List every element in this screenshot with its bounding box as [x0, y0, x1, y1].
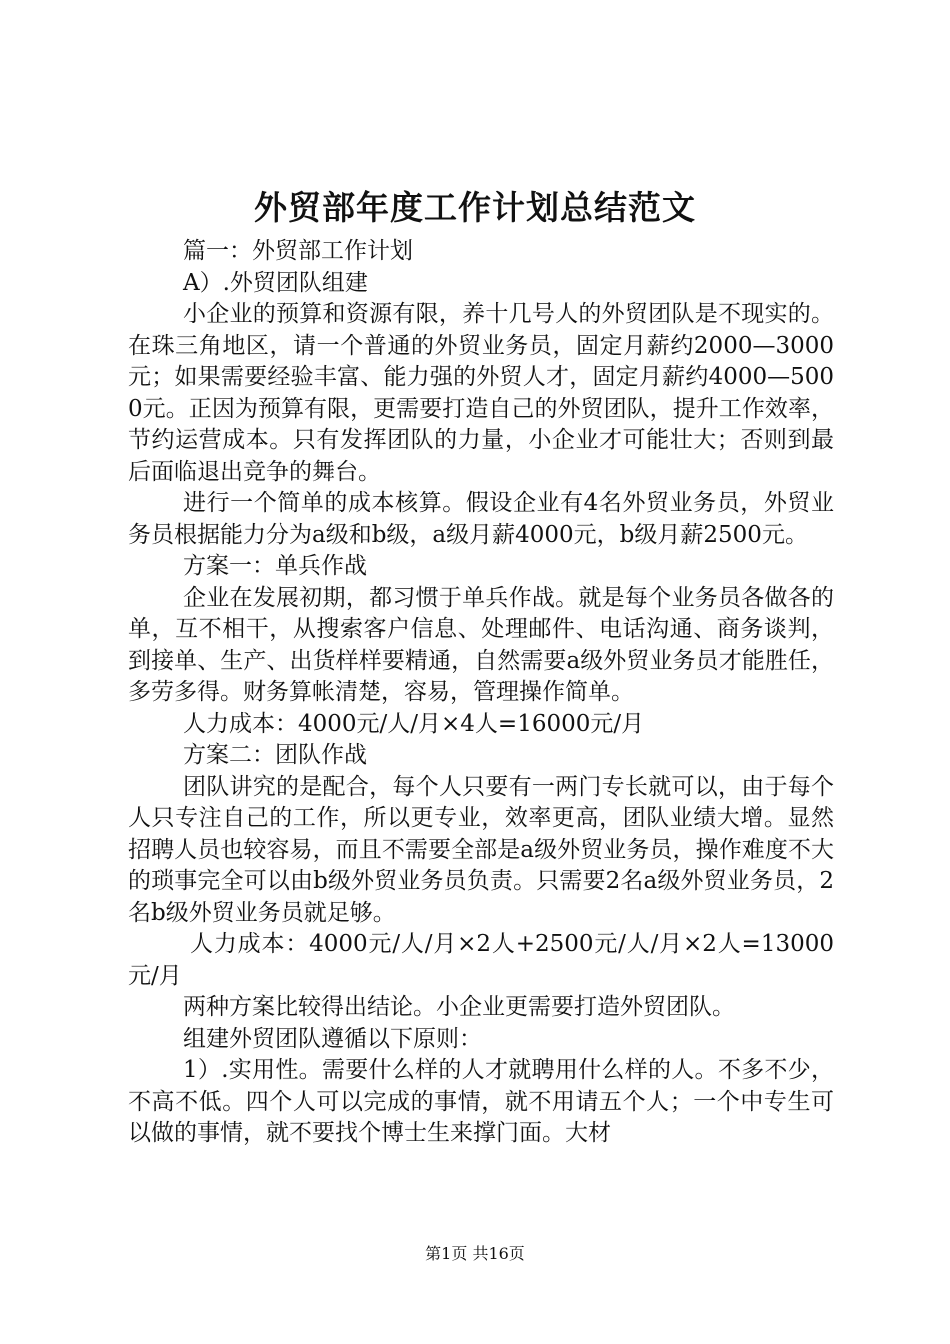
- paragraph-plan-heading: 方案一：单兵作战: [183, 553, 367, 579]
- paragraph-plan-heading: 方案二：团队作战: [183, 742, 367, 768]
- paragraph: 组建外贸团队遵循以下原则：: [183, 1025, 482, 1052]
- document-title: 外贸部年度工作计划总结范文: [254, 188, 696, 227]
- paragraph: 1）.实用性。需要什么样的人才就聘用什么样的人。不多不少，不高不低。四个人可以完成的事情，就不用请五个人；一个中专生可以做的事情，就不要找个博士生来撑门面。大材: [128, 1057, 834, 1146]
- paragraph: 进行一个简单的成本核算。假设企业有4名外贸业务员，外贸业务员根据能力分为a级和b级，a级月薪4000元，b级月薪2500元。: [128, 490, 834, 548]
- paragraph-cost-formula: 人力成本：4000元/人/月×2人+2500元/人/月×2人=13000元/月: [128, 931, 834, 989]
- paragraph: 两种方案比较得出结论。小企业更需要打造外贸团队。: [183, 994, 735, 1020]
- paragraph-section-heading: 篇一：外贸部工作计划: [183, 238, 413, 264]
- paragraph-subheading: A）.外贸团队组建: [183, 269, 368, 296]
- page-number-footer: 第1页 共16页: [425, 1244, 525, 1263]
- paragraph: 企业在发展初期，都习惯于单兵作战。就是每个业务员各做各的单，互不相干，从搜索客户信息、处理邮件、电话沟通、商务谈判，到接单、生产、出货样样要精通，自然需要a级外贸业务员才能胜任，多劳多得。财务算帐清楚，容易，管理操作简单。: [128, 584, 834, 705]
- paragraph: 小企业的预算和资源有限，养十几号人的外贸团队是不现实的。在珠三角地区，请一个普通的外贸业务员，固定月薪约2000—3000元；如果需要经验丰富、能力强的外贸人才，固定月薪约4000—5000元。正因为预算有限，更需要打造自己的外贸团队，提升工作效率，节约运营成本。只有发挥团队的力量，小企业才可能壮大；否则到最后面临退出竞争的舞台。: [128, 301, 834, 485]
- paragraph-cost-formula: 人力成本：4000元/人/月×4人=16000元/月: [183, 710, 645, 737]
- document-body: [128, 236, 834, 1150]
- paragraph: 团队讲究的是配合，每个人只要有一两门专长就可以，由于每个人只专注自己的工作，所以更专业，效率更高，团队业绩大增。显然招聘人员也较容易，而且不需要全部是a级外贸业务员，操作难度不大的琐事完全可以由b级外贸业务员负责。只需要2名a级外贸业务员，2名b级外贸业务员就足够。: [128, 773, 834, 926]
